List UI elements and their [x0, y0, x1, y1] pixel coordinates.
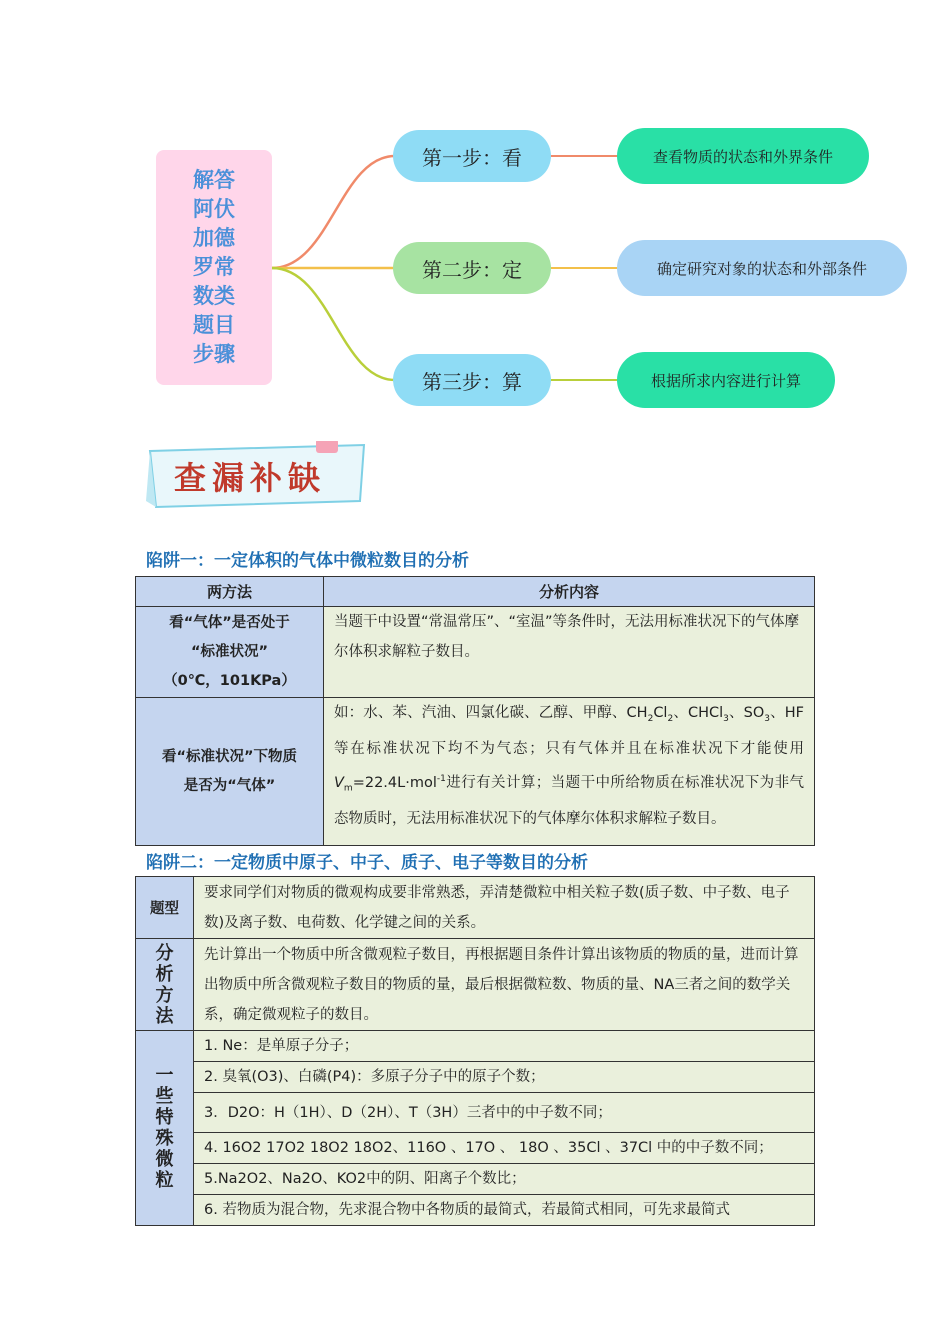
trap1-row2-left-line2: 是否为“气体”: [183, 777, 276, 794]
trap1-row2-left: [136, 698, 324, 846]
trap1-row2-right-part1: 如：水、苯、汽油、四氯化碳、乙醇、甲醇、: [334, 705, 627, 721]
mindmap-leaf-3: [617, 352, 835, 408]
trap2-method-vertical-text: 分析方法: [155, 942, 174, 1027]
mindmap-leaf-1: [617, 128, 869, 184]
special-item-1: 1. Ne：是单原子分子；: [194, 1031, 815, 1062]
step-2-label: 第二步：定: [422, 257, 522, 282]
step-3-label: 第三步：算: [422, 369, 522, 394]
trap1-header-method: 两方法: [136, 577, 324, 607]
step-1-label: 第一步：看: [422, 145, 522, 170]
mindmap-step-3: [393, 354, 551, 406]
trap1-row1-left-line3: （0℃，101KPa）: [163, 672, 296, 689]
leaf-3-label: 根据所求内容进行计算: [650, 371, 801, 390]
trap1-row1-right: 当题干中设置“常温常压”、“室温”等条件时，无法用标准状况下的气体摩尔体积求解粒子数目。: [324, 607, 815, 698]
leaf-2-label: 确定研究对象的状态和外部条件: [656, 259, 867, 278]
special-item-6: 6. 若物质为混合物，先求混合物中各物质的最简式，若最简式相同，可先求最简式: [194, 1195, 815, 1226]
banner: [146, 441, 374, 511]
trap1-row2-left-line1: 看“标准状况”下物质: [161, 748, 298, 765]
mindmap-root-label: 解答阿伏加德罗常数类题目步骤: [193, 168, 235, 366]
mindmap-step-1: [393, 130, 551, 182]
trap1-table: [135, 576, 815, 846]
trap2-row-type-content: 要求同学们对物质的微观构成要非常熟悉，弄清楚微粒中相关粒子数(质子数、中子数、电子数)及离子数、电荷数、化学键之间的关系。: [194, 877, 815, 939]
trap2-special-vertical-text: 一些特殊微粒: [155, 1065, 174, 1191]
mindmap-step-2: [393, 242, 551, 294]
trap1-title: 陷阱一：一定体积的气体中微粒数目的分析: [146, 551, 469, 571]
trap1-header-analysis: 分析内容: [324, 577, 815, 607]
trap2-special-label: [136, 1031, 194, 1226]
trap1-row2-right-part3: 进行有关计算；当题干中所给物质在标准状况下为非气态物质时，无法用标准状况下的气体摩尔体积求解粒子数目。: [334, 774, 804, 827]
trap2-row-method-label: [136, 939, 194, 1031]
leaf-1-label: 查看物质的状态和外界条件: [652, 147, 833, 166]
special-item-5: 5.Na2O2、Na2O、KO2中的阴、阳离子个数比；: [194, 1164, 815, 1195]
trap2-title: 陷阱二：一定物质中原子、中子、质子、电子等数目的分析: [146, 853, 588, 873]
clip-icon: [316, 441, 338, 453]
special-item-4: 4. 16O2 17O2 18O2 18O2、116O 、17O 、 18O 、35Cl 、37Cl 中的中子数不同；: [194, 1133, 815, 1164]
trap2-row-method-content: 先计算出一个物质中所含微观粒子数目，再根据题目条件计算出该物质的物质的量，进而计算出物质中所含微观粒子数目的物质的量，最后根据微粒数、物质的量、NA三者之间的数学关系，确定微观粒子的数目。: [194, 939, 815, 1031]
trap1-row2-right: 如：水、苯、汽油、四氯化碳、乙醇、甲醇、$CH_2Cl_2$、CHCl$_3$、$SO_3$、HF 等在标准状况下均不为气态；只有气体并且在标准状况下才能使用 $V_m=22.4L\cdot mol^{-1}$进行有关计算；当题干中所给物质在标准状况下为非气态物质时，无法用标准状况下的气体摩尔体积求解粒子数目。: [324, 698, 815, 846]
trap1-row2-right-part2: 等在标准状况下均不为气态；只有气体并且在标准状况下才能使用: [334, 740, 804, 757]
banner-title: 查漏补缺: [174, 459, 327, 497]
trap2-row-type-label: 题型: [136, 877, 194, 939]
special-item-3: 3．D2O：H（1H）、D（2H）、T（3H）三者中的中子数不同；: [194, 1093, 815, 1133]
trap2-table: [135, 876, 815, 1226]
trap1-row1-left: [136, 607, 324, 698]
mindmap-leaf-2: [617, 240, 907, 296]
mindmap-root: [156, 150, 272, 385]
special-item-2: 2. 臭氧(O3)、白磷(P4)：多原子分子中的原子个数；: [194, 1062, 815, 1093]
trap1-row1-left-line1: 看“气体”是否处于: [169, 614, 290, 631]
trap1-row1-left-line2: “标准状况”: [190, 643, 269, 660]
